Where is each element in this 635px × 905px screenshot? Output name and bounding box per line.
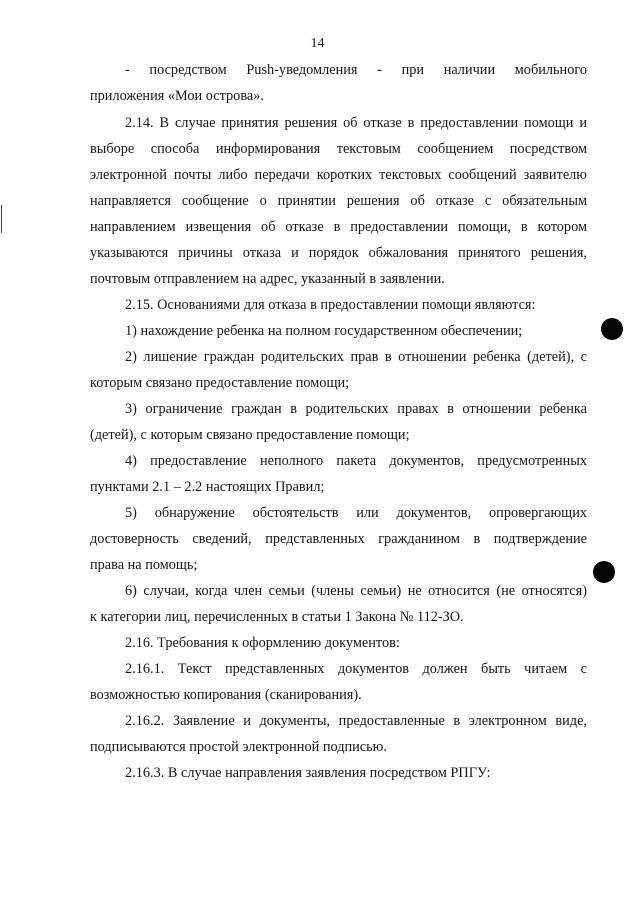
text-line: 2.15. Основаниями для отказа в предоставлении помощи являются: bbox=[125, 297, 536, 313]
paragraph-push bbox=[90, 57, 587, 109]
punch-hole-top bbox=[601, 318, 623, 340]
text-line: - посредством Push-уведомления - при наличии мобильного bbox=[125, 62, 587, 78]
list-item-5 bbox=[90, 500, 587, 578]
scan-edge-mark bbox=[1, 205, 2, 233]
text-line: направляется сообщение о принятии решения об отказе с обязательным bbox=[90, 193, 587, 209]
paragraph-2-16 bbox=[90, 630, 587, 656]
paragraph-2-16-2 bbox=[90, 708, 587, 760]
text-line: приложения «Мои острова». bbox=[90, 88, 264, 104]
text-line: 2.16.2. Заявление и документы, предоставленные в электронном виде, bbox=[125, 713, 587, 729]
text-line: к категории лиц, перечисленных в статьи 1 Закона № 112-ЗО. bbox=[90, 609, 464, 625]
list-item-1 bbox=[90, 318, 587, 344]
text-line: (детей), с которым связано предоставление помощи; bbox=[90, 427, 410, 443]
text-line: 5) обнаружение обстоятельств или документов, опровергающих bbox=[125, 505, 587, 521]
text-line: 2.16. Требования к оформлению документов: bbox=[125, 635, 400, 651]
text-line: 2.16.1. Текст представленных документов должен быть читаем с bbox=[125, 661, 587, 677]
text-line: 2.14. В случае принятия решения об отказе в предоставлении помощи и bbox=[125, 115, 587, 131]
paragraph-2-15 bbox=[90, 292, 587, 318]
list-item-2 bbox=[90, 344, 587, 396]
paragraph-2-16-1 bbox=[90, 656, 587, 708]
text-line: электронной почты либо передачи коротких текстовых сообщений заявителю bbox=[90, 167, 587, 183]
text-line: возможностью копирования (сканирования). bbox=[90, 687, 362, 703]
text-line: которым связано предоставление помощи; bbox=[90, 375, 350, 391]
text-line: почтовым отправлением на адрес, указанный в заявлении. bbox=[90, 271, 445, 287]
text-line: указываются причины отказа и порядок обжалования принятого решения, bbox=[90, 245, 587, 261]
paragraph-2-14 bbox=[90, 110, 587, 292]
text-line: выборе способа информирования текстовым сообщением посредством bbox=[90, 141, 587, 157]
paragraph-2-16-3 bbox=[90, 760, 587, 786]
text-line: направлением извещения об отказе в предоставлении помощи, в котором bbox=[90, 219, 587, 235]
punch-hole-bottom bbox=[593, 561, 615, 583]
text-line: достоверность сведений, представленных гражданином в подтверждение bbox=[90, 531, 587, 547]
text-line: 6) случаи, когда член семьи (члены семьи) не относится (не относятся) bbox=[125, 583, 587, 599]
text-line: 4) предоставление неполного пакета документов, предусмотренных bbox=[125, 453, 587, 469]
text-line: права на помощь; bbox=[90, 557, 198, 573]
text-line: 1) нахождение ребенка на полном государственном обеспечении; bbox=[125, 323, 523, 339]
list-item-6 bbox=[90, 578, 587, 630]
list-item-4 bbox=[90, 448, 587, 500]
text-line: подписываются простой электронной подписью. bbox=[90, 739, 387, 755]
text-line: 2.16.3. В случае направления заявления посредством РПГУ: bbox=[125, 765, 491, 781]
text-line: 2) лишение граждан родительских прав в отношении ребенка (детей), с bbox=[125, 349, 587, 365]
page-number: 14 bbox=[310, 36, 325, 51]
list-item-3 bbox=[90, 396, 587, 448]
text-line: 3) ограничение граждан в родительских правах в отношении ребенка bbox=[125, 401, 587, 417]
text-line: пунктами 2.1 – 2.2 настоящих Правил; bbox=[90, 479, 325, 495]
